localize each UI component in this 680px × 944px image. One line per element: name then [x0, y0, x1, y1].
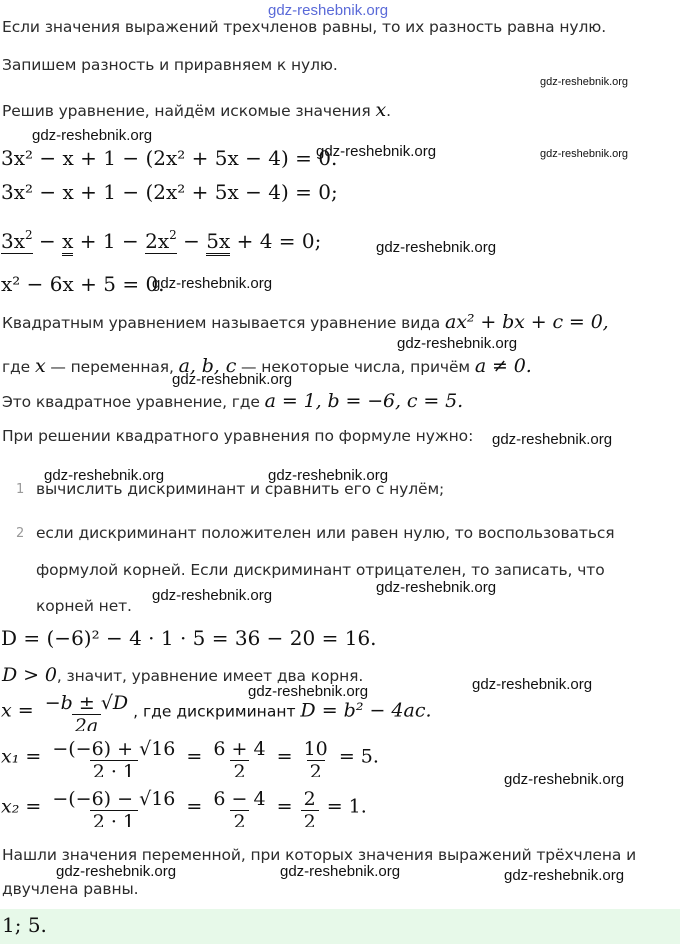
discriminant-calc: D = (−6)² − 4 · 1 · 5 = 36 − 20 = 16. — [1, 626, 377, 650]
watermark: gdz-reshebnik.org — [152, 587, 273, 604]
watermark: gdz-reshebnik.org — [504, 771, 625, 788]
watermark: gdz-reshebnik.org — [56, 863, 177, 880]
watermark: gdz-reshebnik.org — [152, 275, 273, 292]
step-text: формулой корней. Если дискриминант отрицателен, то записать, что — [36, 561, 605, 579]
step-number: 1 — [16, 482, 25, 497]
watermark: gdz-reshebnik.org — [504, 867, 625, 884]
watermark: gdz-reshebnik.org — [472, 676, 593, 693]
step-text: вычислить дискриминант и сравнить его с нулём; — [36, 480, 445, 498]
discriminant-positive: D > 0, значит, уравнение имеет два корня. — [2, 664, 364, 686]
equation-2: 3x² − x + 1 − (2x² + 5x − 4) = 0; — [1, 180, 338, 204]
step-number: 2 — [16, 526, 25, 541]
root-x2: x₂ = $\frac{-(-6) - √16}{2 \cdot 1}$ = $\frac{6 - 4}{2}$ = $\frac{2}{2}$ = 1. — [1, 788, 367, 827]
answer-value: 1; 5. — [2, 913, 47, 937]
watermark: gdz-reshebnik.org — [492, 431, 613, 448]
equation-1: 3x² − x + 1 − (2x² + 5x − 4) = 0. — [1, 146, 338, 170]
watermark: gdz-reshebnik.org — [540, 76, 629, 88]
watermark: gdz-reshebnik.org — [248, 683, 369, 700]
coefficients-line: Это квадратное уравнение, где a = 1, b = −6, c = 5. — [2, 390, 464, 412]
step-text: корней нет. — [36, 597, 132, 615]
where-line: где x — переменная, a, b, c — некоторые числа, причём a ≠ 0. — [2, 355, 532, 377]
definition-line: Квадратным уравнением называется уравнение вида ax² + bx + c = 0, — [2, 311, 609, 333]
conclusion-line: Нашли значения переменной, при которых значения выражений трёхчлена и — [2, 846, 637, 864]
answer-box — [0, 909, 680, 944]
root-x1: x₁ = $\frac{-(-6) + √16}{2 \cdot 1}$ = $\frac{6 + 4}{2}$ = $\frac{10}{2}$ = 5. — [1, 738, 379, 777]
equation-3: $3x^2 - x + 1 - 2x^2 - 5x + 4 = 0$; — [1, 228, 321, 253]
conclusion-line: двучлена равны. — [2, 880, 139, 898]
formula-intro: При решении квадратного уравнения по формуле нужно: — [2, 427, 474, 445]
difference-line: Запишем разность и приравняем к нулю. — [2, 56, 338, 74]
watermark: gdz-reshebnik.org — [280, 863, 401, 880]
var-x: x — [375, 99, 387, 121]
watermark: gdz-reshebnik.org — [172, 371, 293, 388]
equation-4: x² − 6x + 5 = 0. — [1, 272, 165, 296]
step-text: если дискриминант положителен или равен нулю, то воспользоваться — [36, 524, 615, 542]
watermark: gdz-reshebnik.org — [268, 467, 389, 484]
intro-line: Если значения выражений трехчленов равны, то их разность равна нулю. — [2, 18, 607, 36]
watermark: gdz-reshebnik.org — [32, 127, 153, 144]
watermark: gdz-reshebnik.org — [376, 579, 497, 596]
watermark: gdz-reshebnik.org — [376, 239, 497, 256]
solve-text: Решив уравнение, найдём искомые значения — [2, 102, 376, 120]
watermark: gdz-reshebnik.org — [44, 467, 165, 484]
watermark: gdz-reshebnik.org — [316, 143, 437, 160]
watermark: gdz-reshebnik.org — [540, 148, 629, 160]
watermark: gdz-reshebnik.org — [397, 335, 518, 352]
solve-line: Решив уравнение, найдём искомые значения x. — [2, 99, 391, 121]
roots-formula: x = $\frac{-b \pm √D}{2a}$ , где дискриминант D = b² − 4ac. — [1, 692, 432, 731]
watermark-top: gdz-reshebnik.org — [268, 2, 389, 19]
